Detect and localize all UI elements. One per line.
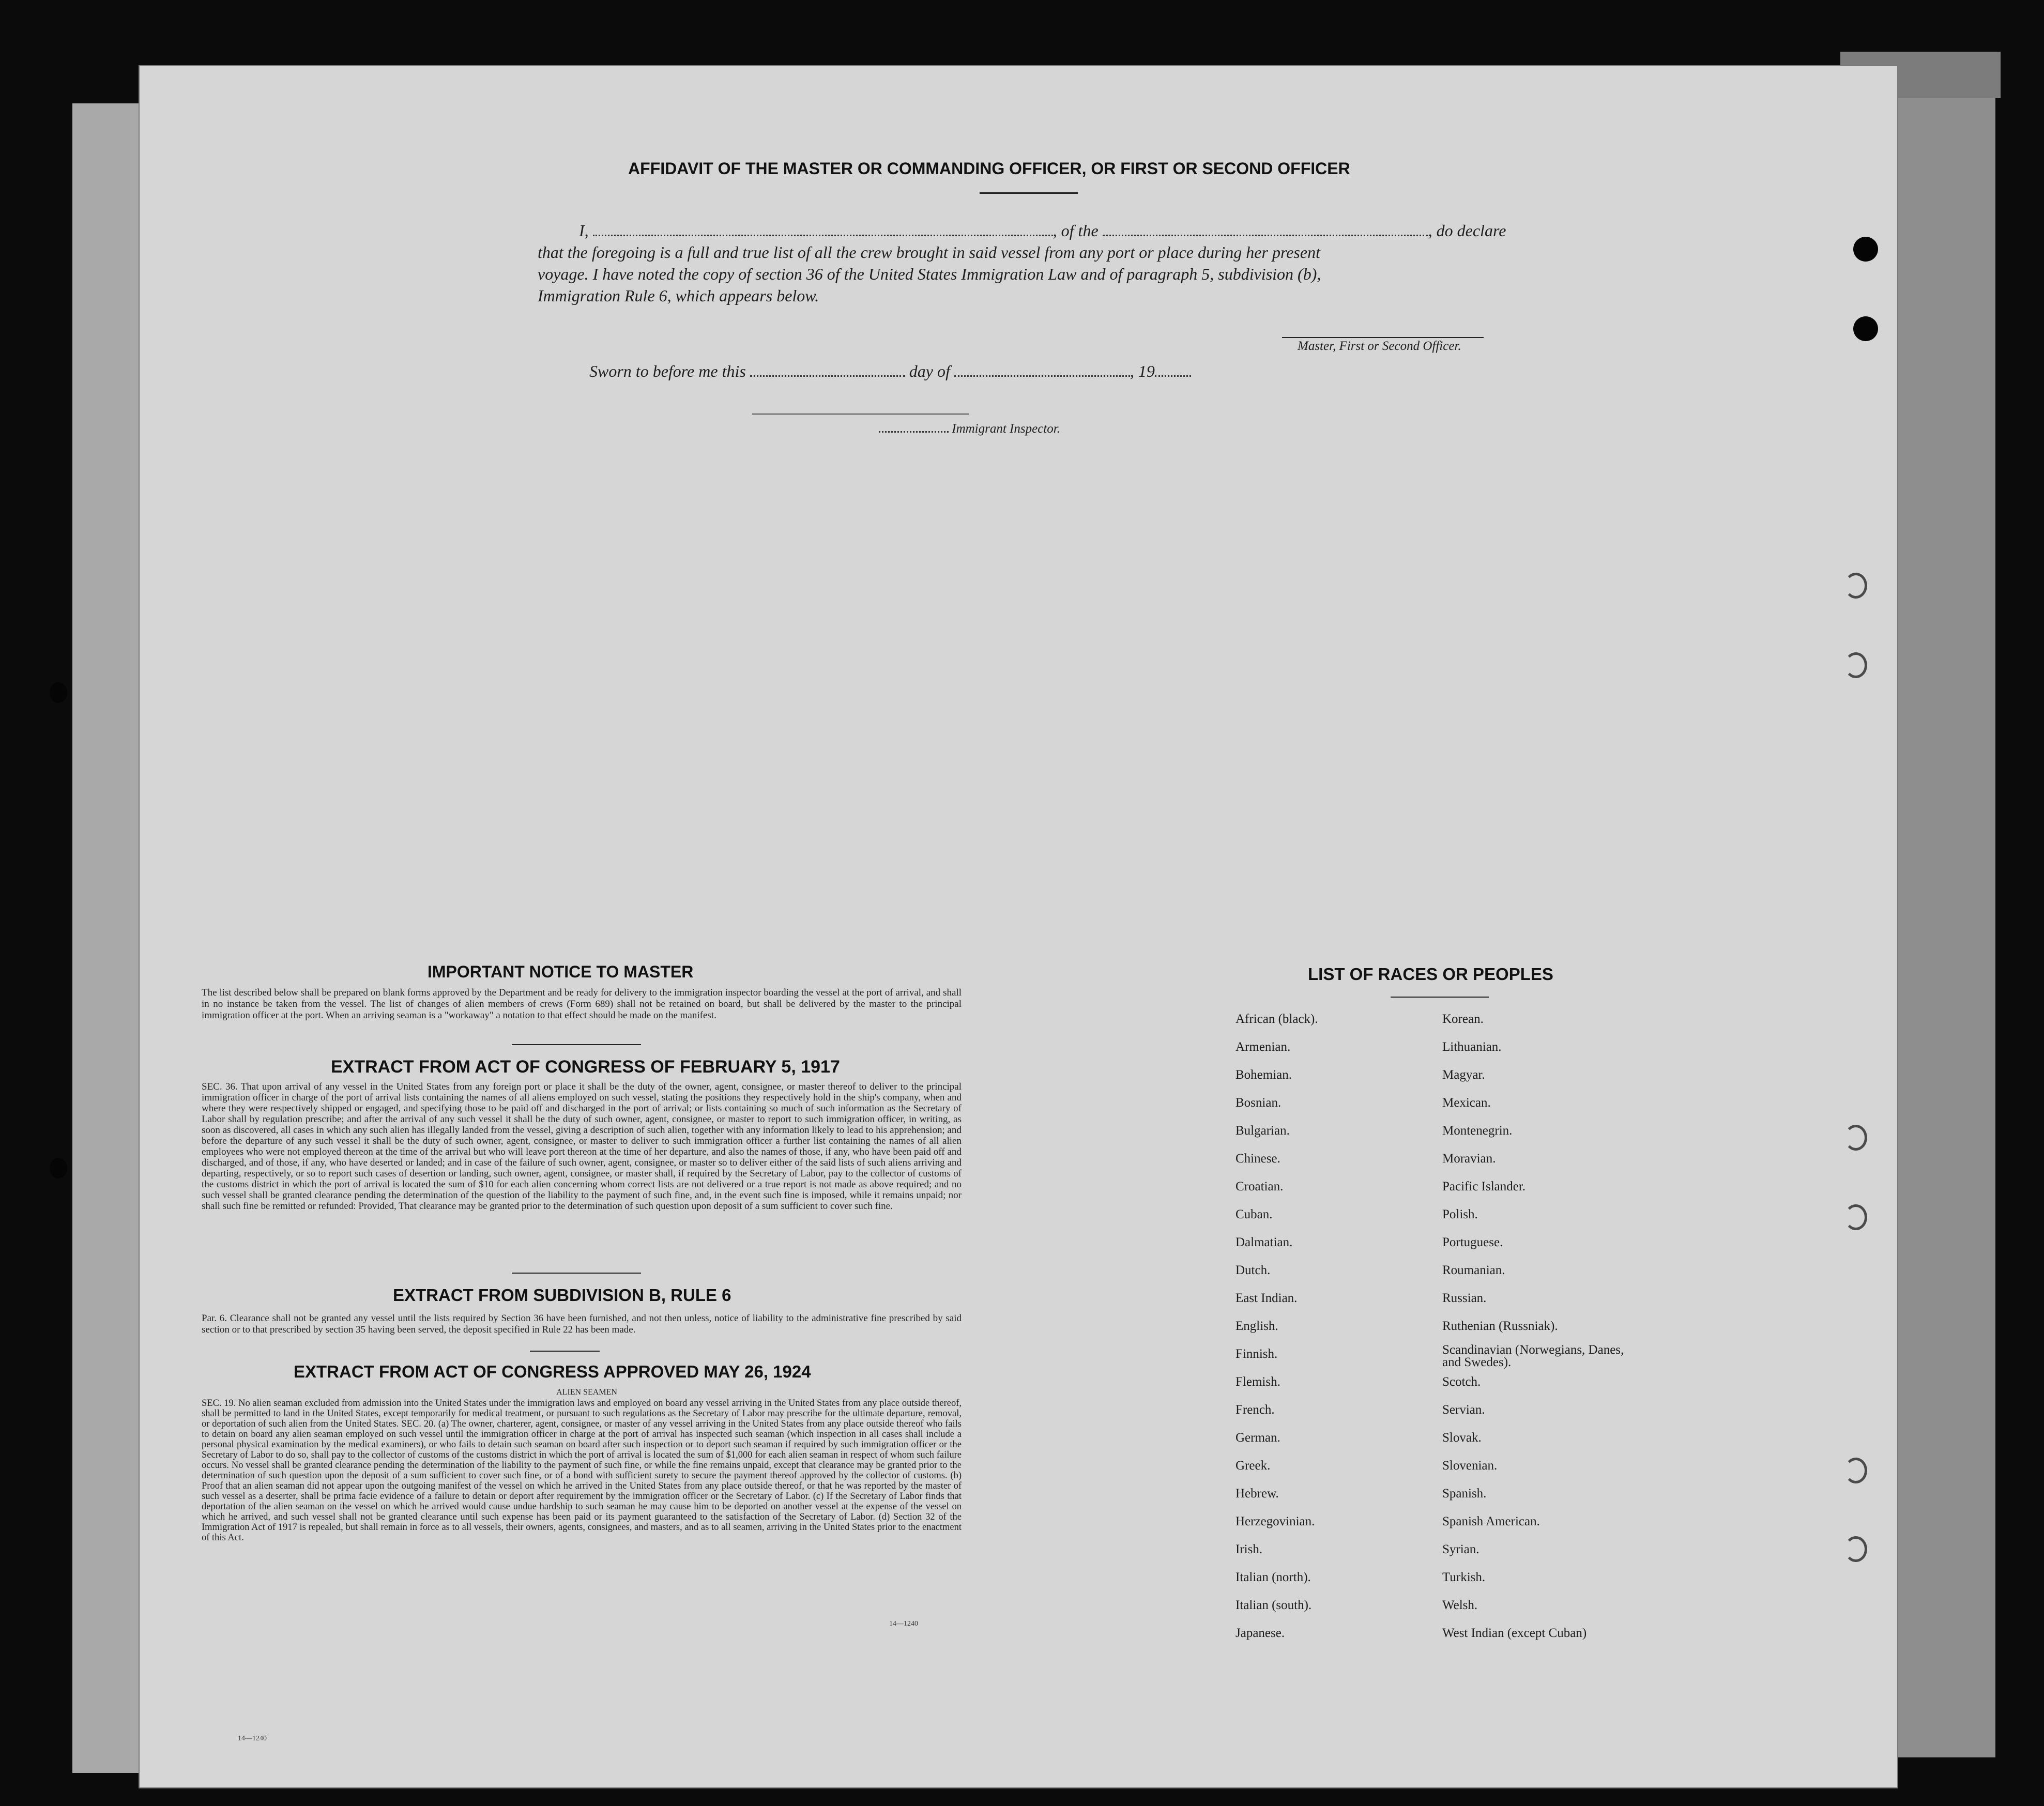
race-item: Finnish. (1235, 1347, 1278, 1361)
sworn-year-blank (1155, 375, 1191, 377)
race-item: Montenegrin. (1442, 1124, 1513, 1138)
race-item: Bulgarian. (1235, 1124, 1290, 1138)
race-item: Turkish. (1442, 1570, 1486, 1584)
race-item: Magyar. (1442, 1068, 1485, 1082)
inspector-line-row (879, 422, 1060, 436)
extract-1924-form-number: 14—1240 (889, 1620, 918, 1628)
race-item: Portuguese. (1442, 1235, 1503, 1249)
race-item: Lithuanian. (1442, 1040, 1502, 1054)
extract-1924-title: EXTRACT FROM ACT OF CONGRESS APPROVED MAY 26, 1924 (294, 1362, 811, 1381)
notice-title: IMPORTANT NOTICE TO MASTER (428, 962, 694, 981)
race-item: Italian (south). (1235, 1598, 1312, 1612)
race-item: Flemish. (1235, 1375, 1280, 1389)
race-item: Roumanian. (1442, 1263, 1505, 1277)
affidavit-title-rule (980, 192, 1078, 194)
sworn-prefix: Sworn to before me this (589, 362, 746, 380)
race-item: Slovak. (1442, 1431, 1482, 1445)
race-item: Spanish American. (1442, 1514, 1540, 1528)
race-item: English. (1235, 1319, 1278, 1333)
race-item: Italian (north). (1235, 1570, 1311, 1584)
of-the-label: , of the (1052, 221, 1099, 240)
punch-hole-icon (1844, 1458, 1867, 1483)
races-title: LIST OF RACES OR PEOPLES (1308, 965, 1553, 984)
race-item: Slovenian. (1442, 1459, 1498, 1473)
race-item: Irish. (1235, 1542, 1263, 1556)
vessel-blank (1103, 235, 1428, 236)
race-item: Dalmatian. (1235, 1235, 1293, 1249)
rule6-body: Par. 6. Clearance shall not be granted any vessel until the lists required by Section 36 have been furnished, and not then unless, notice of liability to the administrative fine prescribed by said section or to that prescribed by section 35 having been served, the deposit specified in Rule 22 has been made. (202, 1313, 962, 1335)
races-title-rule (1391, 997, 1489, 998)
punch-hole-icon (1853, 316, 1878, 341)
extract-1917-title: EXTRACT FROM ACT OF CONGRESS OF FEBRUARY 5, 1917 (331, 1057, 840, 1077)
extract-1917-rule (512, 1273, 641, 1274)
punch-hole-icon (1844, 1204, 1867, 1230)
race-item: German. (1235, 1431, 1280, 1445)
notice-body: The list described below shall be prepared on blank forms approved by the Department and be ready for delivery to the immigration inspector boarding the vessel at the port of arrival, and shall in no instance be taken from the vessel. The list of changes of alien members of crews (Form 689) shall not be retained on board, but shall be delivered by the master to the principal immigration officer at the port. When an arriving seaman is a "workaway" a notation to that effect should be made on the manifest. (202, 987, 962, 1021)
punch-hole-icon (1853, 237, 1878, 262)
extract-1924-body: SEC. 19. No alien seaman excluded from admission into the United States under the immigration laws and employed on board any vessel arriving in the United States from any place outside thereof, shall be permitted to land in the United States, except temporarily for medical treatment, or pursuant to such regulations as the Secretary of Labor may prescribe for the ultimate departure, removal, or deportation of such alien from the United States. SEC. 20. (a) The owner, charterer, agent, consignee, or master of any vessel arriving in the United States from any place outside thereof who fails to detain on board any alien seaman employed on such vessel until the immigration officer in charge at the port of arrival has inspected such seaman (which inspection in all cases shall include a personal physical examination by the medical examiners), or who fails to detain such seaman on board after such inspection or to deport such seaman if required by such immigration officer or the Secretary of Labor to do so, shall pay to the collector of customs of the customs district in which the port of arrival is located the sum of $1,000 for each alien seaman in respect of whom such failure occurs. No vessel shall be granted clearance pending the determination of the liability to the payment of such fine, or while the fine remains unpaid, except that clearance may be granted prior to the determination of such question upon the deposit of a sum sufficient to cover such fine, or of a bond with sufficient surety to secure the payment thereof approved by the collector of customs. (b) Proof that an alien seaman did not appear upon the outgoing manifest of the vessel on which he arrived in the United States from any place outside thereof, or that he was reported by the master of such vessel as a deserter, shall be prima facie evidence of a failure to detain or deport after requirement by the immigration officer or the Secretary of Labor. (c) If the Secretary of Labor finds that deportation of the alien seaman on the vessel on which he arrived would cause undue hardship to such seaman he may cause him to be deported on another vessel at the expense of the vessel on which he arrived, and such vessel shall not be granted clearance until such expense has been paid or its payment guaranteed to the satisfaction of the Secretary of Labor. (d) Section 32 of the Immigration Act of 1917 is repealed, but shall remain in force as to all vessels, their owners, agents, consignees, and masters, and as to all seamen, arriving in the United States prior to the enactment of this Act. (202, 1398, 962, 1543)
affidavit-line-2: that the foregoing is a full and true list of all the crew brought in said vessel from any port or place during her present (538, 243, 1320, 262)
back-sheet-left (72, 103, 145, 1773)
race-item: Bohemian. (1235, 1068, 1292, 1082)
race-item: Servian. (1442, 1403, 1485, 1417)
punch-hole-icon (50, 1158, 67, 1179)
declare-label: , do declare (1428, 221, 1506, 240)
race-item: Armenian. (1235, 1040, 1291, 1054)
race-item: Scotch. (1442, 1375, 1481, 1389)
notice-rule (512, 1044, 641, 1045)
race-item: Moravian. (1442, 1152, 1496, 1166)
rule6-title: EXTRACT FROM SUBDIVISION B, RULE 6 (393, 1285, 731, 1305)
sworn-day-of: day of (909, 362, 950, 380)
race-item: Cuban. (1235, 1207, 1273, 1221)
race-item: Croatian. (1235, 1180, 1284, 1193)
race-item: Hebrew. (1235, 1487, 1279, 1501)
sworn-line (589, 362, 1191, 381)
inspector-caption: Immigrant Inspector. (952, 422, 1060, 436)
sworn-date-blank (750, 375, 905, 377)
inspector-line (752, 414, 969, 415)
race-item: West Indian (except Cuban) (1442, 1626, 1587, 1640)
race-item: Scandinavian (Norwegians, Danes, and Swedes). (1442, 1343, 1624, 1369)
race-item: Ruthenian (Russniak). (1442, 1319, 1558, 1333)
extract-1917-body: SEC. 36. That upon arrival of any vessel in the United States from any foreign port or place it shall be the duty of the owner, agent, consignee, or master thereof to deliver to the principal immigration officer in charge of the port of arrival lists containing the names of all aliens employed on such vessel, stating the positions they respectively hold in the ship's company, when and where they were respectively shipped or engaged, and specifying those to be paid off and discharged in the port of arrival; or lists containing so much of such information as the Secretary of Labor shall by regulation prescribe; and after the arrival of any such vessel it shall be the duty of such owner, agent, consignee, or master to report to such immigration officer, in writing, as soon as discovered, all cases in which any such alien has illegally landed from the vessel, giving a description of such alien, together with any information likely to lead to his apprehension; and before the departure of any such vessel it shall be the duty of such owner, agent, consignee, or master to deliver to such immigration officer a further list containing the names of all alien employees who were not employed thereon at the time of the arrival but who will leave port thereon at the time of her departure, and also the names of those, if any, who have been paid off and discharged, and of those, if any, who have deserted or landed; and in case of the failure of such owner, agent, consignee, or master so to deliver either of the said lists of such aliens arriving and departing, respectively, or so to report such cases of desertion or landing, such owner, agent, consignee, or master shall, if required by the Secretary of Labor, pay to the collector of customs of the customs district in which the port of arrival is located the sum of $10 for each alien concerning whom correct lists are not delivered or a true report is not made as above required; and no such vessel shall be granted clearance pending the determination of the question of the liability to the payment of such fine, and, in the event such fine is imposed, while it remains unpaid; nor shall such fine be remitted or refunded: Provided, That clearance may be granted prior to the determination of such question upon deposit of a sum sufficient to cover such fine. (202, 1081, 962, 1212)
affidavit-line-4: Immigration Rule 6, which appears below. (538, 286, 819, 305)
affidavit-i-label: I, (579, 221, 589, 240)
race-item: Spanish. (1442, 1487, 1487, 1501)
race-item: Herzegovinian. (1235, 1514, 1315, 1528)
inspector-blank (879, 431, 949, 433)
signature-line (1282, 337, 1484, 338)
name-blank (593, 235, 1053, 236)
race-item: Chinese. (1235, 1152, 1280, 1166)
affidavit-line-3: voyage. I have noted the copy of section 36 of the United States Immigration Law and of paragraph 5, subdivision (b), (538, 265, 1321, 283)
race-item: Russian. (1442, 1291, 1487, 1305)
punch-hole-icon (1844, 1536, 1867, 1562)
race-item: African (black). (1235, 1012, 1318, 1026)
race-item: Welsh. (1442, 1598, 1478, 1612)
race-item: Dutch. (1235, 1263, 1271, 1277)
rule6-rule (530, 1351, 600, 1352)
extract-1924-subtitle: ALIEN SEAMEN (556, 1388, 617, 1397)
race-item: East Indian. (1235, 1291, 1298, 1305)
back-sheet-right (1887, 83, 1995, 1757)
race-item: French. (1235, 1403, 1275, 1417)
punch-hole-icon (1844, 652, 1867, 678)
sworn-month-blank (954, 375, 1130, 377)
affidavit-line-1 (579, 221, 1506, 240)
footer-form-number: 14—1240 (238, 1735, 267, 1742)
punch-hole-icon (1844, 573, 1867, 599)
punch-hole-icon (1844, 1125, 1867, 1151)
signature-caption: Master, First or Second Officer. (1298, 339, 1461, 353)
race-item: Japanese. (1235, 1626, 1285, 1640)
sworn-year: , 19 (1130, 362, 1155, 380)
race-item: Mexican. (1442, 1096, 1491, 1110)
race-item: Pacific Islander. (1442, 1180, 1526, 1193)
punch-hole-icon (50, 682, 67, 703)
race-item: Korean. (1442, 1012, 1484, 1026)
race-item: Syrian. (1442, 1542, 1479, 1556)
affidavit-title: AFFIDAVIT OF THE MASTER OR COMMANDING OFFICER, OR FIRST OR SECOND OFFICER (628, 159, 1350, 178)
race-item: Polish. (1442, 1207, 1478, 1221)
race-item: Greek. (1235, 1459, 1271, 1473)
race-item: Bosnian. (1235, 1096, 1282, 1110)
